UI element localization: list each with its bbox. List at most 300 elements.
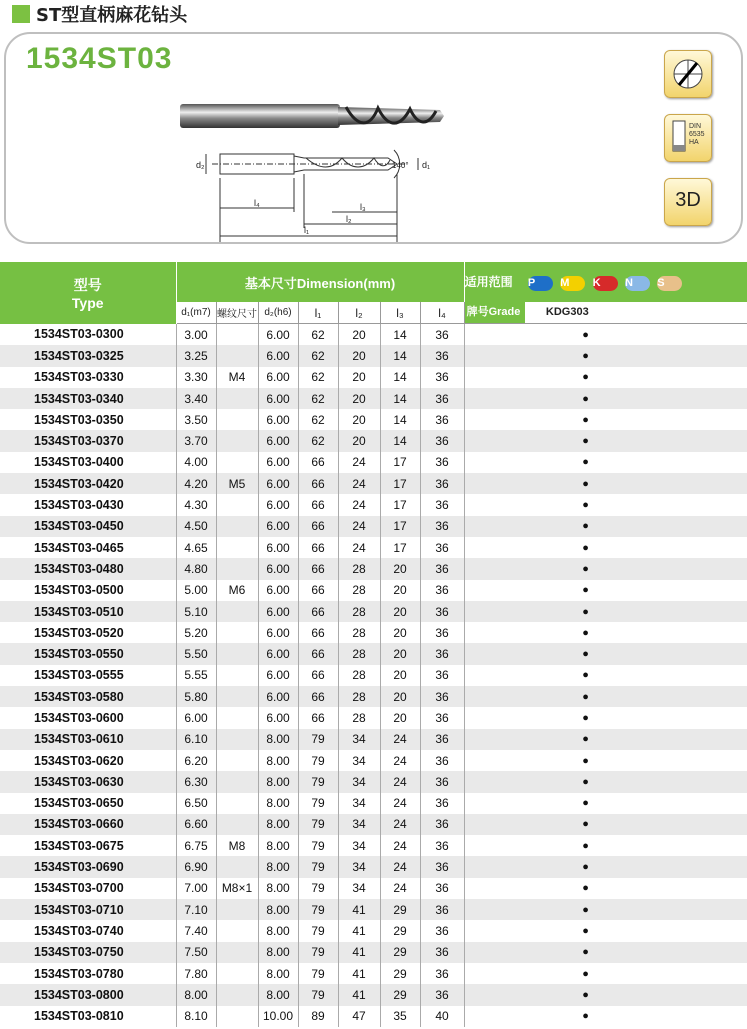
l1-cell: 79 xyxy=(298,984,338,1005)
type-cell: 1534ST03-0300 xyxy=(0,324,176,346)
type-cell: 1534ST03-0800 xyxy=(0,984,176,1005)
l1-cell: 62 xyxy=(298,409,338,430)
type-cell: 1534ST03-0600 xyxy=(0,707,176,728)
l1-label: l₁ xyxy=(304,225,310,235)
d2-cell: 6.00 xyxy=(258,707,298,728)
product-panel xyxy=(4,32,743,244)
table-row xyxy=(0,729,747,750)
l1-cell: 66 xyxy=(298,473,338,494)
d2-cell: 6.00 xyxy=(258,558,298,579)
thread-cell xyxy=(216,601,258,622)
l2-cell: 34 xyxy=(338,856,380,877)
thread-cell xyxy=(216,1006,258,1027)
l2-cell: 34 xyxy=(338,750,380,771)
thread-cell xyxy=(216,409,258,430)
l4-cell: 36 xyxy=(420,686,464,707)
l2-cell: 41 xyxy=(338,984,380,1005)
d2-cell: 8.00 xyxy=(258,963,298,984)
d1-cell: 6.00 xyxy=(176,707,216,728)
type-cell: 1534ST03-0480 xyxy=(0,558,176,579)
grade-mark-cell: ● xyxy=(464,856,747,877)
grade-mark-cell: ● xyxy=(464,686,747,707)
grade-mark-cell: ● xyxy=(464,537,747,558)
l3-cell: 14 xyxy=(380,345,420,366)
col-thread: 螺纹尺寸 xyxy=(216,302,258,324)
d2-cell: 6.00 xyxy=(258,345,298,366)
l1-cell: 66 xyxy=(298,601,338,622)
l1-cell: 66 xyxy=(298,558,338,579)
d2-cell: 6.00 xyxy=(258,430,298,451)
l2-cell: 20 xyxy=(338,388,380,409)
l3-cell: 20 xyxy=(380,643,420,664)
type-cell: 1534ST03-0780 xyxy=(0,963,176,984)
l3-cell: 17 xyxy=(380,473,420,494)
l1-cell: 66 xyxy=(298,516,338,537)
d2-cell: 6.00 xyxy=(258,537,298,558)
section-header xyxy=(12,2,187,26)
l1-cell: 79 xyxy=(298,729,338,750)
l2-cell: 20 xyxy=(338,324,380,346)
material-k-badge: K xyxy=(593,276,618,291)
l4-cell: 36 xyxy=(420,643,464,664)
type-cell: 1534ST03-0810 xyxy=(0,1006,176,1027)
type-cell: 1534ST03-0750 xyxy=(0,942,176,963)
d1-label: d₁ xyxy=(422,160,431,170)
material-m-badge: M xyxy=(560,276,585,291)
grade-mark-cell: ● xyxy=(464,643,747,664)
drill-tip-icon xyxy=(664,50,712,98)
l1-cell: 79 xyxy=(298,750,338,771)
l4-cell: 36 xyxy=(420,473,464,494)
d2-cell: 8.00 xyxy=(258,750,298,771)
l4-label: l₄ xyxy=(254,198,260,208)
l3-cell: 14 xyxy=(380,367,420,388)
d2-cell: 10.00 xyxy=(258,1006,298,1027)
d2-cell: 6.00 xyxy=(258,601,298,622)
type-cell: 1534ST03-0500 xyxy=(0,580,176,601)
l3-cell: 35 xyxy=(380,1006,420,1027)
grade-mark-cell: ● xyxy=(464,771,747,792)
thread-cell: M8 xyxy=(216,835,258,856)
type-cell: 1534ST03-0510 xyxy=(0,601,176,622)
l4-cell: 36 xyxy=(420,516,464,537)
grade-mark-cell: ● xyxy=(464,665,747,686)
l2-cell: 41 xyxy=(338,920,380,941)
l1-cell: 79 xyxy=(298,963,338,984)
angle-label: 140° xyxy=(392,161,409,170)
col-d2: d₂(h6) xyxy=(258,302,298,324)
d1-cell: 6.75 xyxy=(176,835,216,856)
l1-cell: 66 xyxy=(298,686,338,707)
l4-cell: 36 xyxy=(420,750,464,771)
l3-cell: 17 xyxy=(380,537,420,558)
d2-cell: 6.00 xyxy=(258,324,298,346)
d1-cell: 8.10 xyxy=(176,1006,216,1027)
l1-cell: 66 xyxy=(298,622,338,643)
l2-cell: 41 xyxy=(338,963,380,984)
table-row xyxy=(0,942,747,963)
table-row xyxy=(0,920,747,941)
l2-cell: 28 xyxy=(338,686,380,707)
l2-cell: 20 xyxy=(338,345,380,366)
d2-cell: 6.00 xyxy=(258,643,298,664)
grade-mark-cell: ● xyxy=(464,814,747,835)
l3-cell: 24 xyxy=(380,878,420,899)
grade-mark-cell: ● xyxy=(464,963,747,984)
d1-cell: 7.40 xyxy=(176,920,216,941)
spec-table-body xyxy=(0,324,747,1027)
d2-cell: 8.00 xyxy=(258,899,298,920)
col-l1: l₁ xyxy=(298,302,338,324)
d1-cell: 3.40 xyxy=(176,388,216,409)
l2-cell: 28 xyxy=(338,601,380,622)
thread-cell xyxy=(216,729,258,750)
l4-cell: 36 xyxy=(420,622,464,643)
thread-cell xyxy=(216,388,258,409)
table-row xyxy=(0,409,747,430)
l2-cell: 24 xyxy=(338,452,380,473)
grade-mark-cell: ● xyxy=(464,878,747,899)
l3-cell: 20 xyxy=(380,707,420,728)
thread-cell xyxy=(216,430,258,451)
d1-cell: 3.00 xyxy=(176,324,216,346)
type-cell: 1534ST03-0325 xyxy=(0,345,176,366)
l2-cell: 34 xyxy=(338,729,380,750)
grade-mark-cell: ● xyxy=(464,516,747,537)
thread-cell: M6 xyxy=(216,580,258,601)
l1-cell: 79 xyxy=(298,920,338,941)
thread-cell xyxy=(216,452,258,473)
table-row xyxy=(0,345,747,366)
grade-header xyxy=(464,302,747,324)
d1-cell: 6.50 xyxy=(176,793,216,814)
type-cell: 1534ST03-0690 xyxy=(0,856,176,877)
type-cell: 1534ST03-0630 xyxy=(0,771,176,792)
type-cell: 1534ST03-0370 xyxy=(0,430,176,451)
thread-cell xyxy=(216,558,258,579)
table-row xyxy=(0,665,747,686)
3d-icon xyxy=(664,178,712,226)
table-row xyxy=(0,856,747,877)
l3-cell: 24 xyxy=(380,750,420,771)
l4-cell: 36 xyxy=(420,601,464,622)
table-row xyxy=(0,814,747,835)
d2-cell: 6.00 xyxy=(258,665,298,686)
spec-table xyxy=(0,262,747,1027)
l1-cell: 66 xyxy=(298,665,338,686)
d1-cell: 7.10 xyxy=(176,899,216,920)
grade-mark-cell: ● xyxy=(464,580,747,601)
l4-cell: 36 xyxy=(420,963,464,984)
type-header-cn: 型号 xyxy=(73,276,102,293)
l4-cell: 40 xyxy=(420,1006,464,1027)
grade-mark-cell: ● xyxy=(464,367,747,388)
l3-cell: 24 xyxy=(380,793,420,814)
d1-cell: 5.20 xyxy=(176,622,216,643)
grade-mark-cell: ● xyxy=(464,899,747,920)
l4-cell: 36 xyxy=(420,367,464,388)
thread-cell xyxy=(216,345,258,366)
l2-cell: 24 xyxy=(338,516,380,537)
l3-cell: 14 xyxy=(380,388,420,409)
grade-mark-cell: ● xyxy=(464,622,747,643)
l1-cell: 62 xyxy=(298,345,338,366)
thread-cell xyxy=(216,494,258,515)
type-cell: 1534ST03-0550 xyxy=(0,643,176,664)
type-cell: 1534ST03-0400 xyxy=(0,452,176,473)
drill-photo xyxy=(178,98,446,134)
type-cell: 1534ST03-0610 xyxy=(0,729,176,750)
type-cell: 1534ST03-0340 xyxy=(0,388,176,409)
l2-cell: 34 xyxy=(338,793,380,814)
d1-cell: 7.50 xyxy=(176,942,216,963)
l2-cell: 24 xyxy=(338,494,380,515)
thread-cell xyxy=(216,643,258,664)
type-cell: 1534ST03-0675 xyxy=(0,835,176,856)
type-cell: 1534ST03-0420 xyxy=(0,473,176,494)
type-cell: 1534ST03-0740 xyxy=(0,920,176,941)
grade-mark-cell: ● xyxy=(464,430,747,451)
grade-mark-cell: ● xyxy=(464,558,747,579)
l4-cell: 36 xyxy=(420,537,464,558)
thread-cell xyxy=(216,856,258,877)
d1-cell: 5.10 xyxy=(176,601,216,622)
din-text-2: 6535 xyxy=(689,131,705,138)
d1-cell: 5.80 xyxy=(176,686,216,707)
d1-cell: 6.60 xyxy=(176,814,216,835)
thread-cell xyxy=(216,771,258,792)
d1-cell: 4.00 xyxy=(176,452,216,473)
l2-cell: 47 xyxy=(338,1006,380,1027)
d1-cell: 5.55 xyxy=(176,665,216,686)
d2-cell: 8.00 xyxy=(258,814,298,835)
l4-cell: 36 xyxy=(420,558,464,579)
grade-mark-cell: ● xyxy=(464,345,747,366)
thread-cell xyxy=(216,750,258,771)
l2-cell: 28 xyxy=(338,622,380,643)
l1-cell: 79 xyxy=(298,814,338,835)
material-s-badge: S xyxy=(657,276,682,291)
type-cell: 1534ST03-0660 xyxy=(0,814,176,835)
l1-cell: 79 xyxy=(298,771,338,792)
l3-cell: 14 xyxy=(380,324,420,346)
type-cell: 1534ST03-0465 xyxy=(0,537,176,558)
l2-cell: 20 xyxy=(338,409,380,430)
thread-cell xyxy=(216,665,258,686)
d1-cell: 4.65 xyxy=(176,537,216,558)
thread-cell xyxy=(216,622,258,643)
l2-cell: 41 xyxy=(338,899,380,920)
l1-cell: 79 xyxy=(298,835,338,856)
thread-cell xyxy=(216,942,258,963)
grade-mark-cell: ● xyxy=(464,601,747,622)
d1-cell: 6.20 xyxy=(176,750,216,771)
l2-cell: 28 xyxy=(338,558,380,579)
type-cell: 1534ST03-0620 xyxy=(0,750,176,771)
l2-cell: 28 xyxy=(338,707,380,728)
l2-cell: 34 xyxy=(338,835,380,856)
table-row xyxy=(0,580,747,601)
din-standard-icon xyxy=(664,114,712,162)
table-row xyxy=(0,516,747,537)
d2-cell: 6.00 xyxy=(258,494,298,515)
l1-cell: 66 xyxy=(298,494,338,515)
l1-cell: 62 xyxy=(298,430,338,451)
l4-cell: 36 xyxy=(420,345,464,366)
l2-cell: 34 xyxy=(338,771,380,792)
d2-cell: 6.00 xyxy=(258,409,298,430)
d2-cell: 8.00 xyxy=(258,942,298,963)
l4-cell: 36 xyxy=(420,707,464,728)
d2-cell: 8.00 xyxy=(258,984,298,1005)
l4-cell: 36 xyxy=(420,878,464,899)
l4-cell: 36 xyxy=(420,920,464,941)
d2-cell: 6.00 xyxy=(258,367,298,388)
table-row xyxy=(0,707,747,728)
l4-cell: 36 xyxy=(420,771,464,792)
l4-cell: 36 xyxy=(420,835,464,856)
col-d1: d₁(m7) xyxy=(176,302,216,324)
l3-cell: 24 xyxy=(380,771,420,792)
thread-cell xyxy=(216,686,258,707)
grade-mark-cell: ● xyxy=(464,750,747,771)
type-cell: 1534ST03-0450 xyxy=(0,516,176,537)
l2-label: l₂ xyxy=(346,214,352,224)
table-row xyxy=(0,494,747,515)
grade-mark-cell: ● xyxy=(464,324,747,346)
l3-cell: 20 xyxy=(380,665,420,686)
d2-cell: 6.00 xyxy=(258,580,298,601)
thread-cell xyxy=(216,324,258,346)
d1-cell: 3.25 xyxy=(176,345,216,366)
grade-label: 牌号Grade xyxy=(465,302,525,323)
type-cell: 1534ST03-0520 xyxy=(0,622,176,643)
table-row xyxy=(0,643,747,664)
d1-cell: 3.30 xyxy=(176,367,216,388)
table-row xyxy=(0,601,747,622)
l2-cell: 28 xyxy=(338,665,380,686)
l1-cell: 62 xyxy=(298,324,338,346)
table-row xyxy=(0,771,747,792)
d2-cell: 6.00 xyxy=(258,452,298,473)
l3-cell: 17 xyxy=(380,452,420,473)
l4-cell: 36 xyxy=(420,942,464,963)
grade-mark-cell: ● xyxy=(464,409,747,430)
l4-cell: 36 xyxy=(420,856,464,877)
type-cell: 1534ST03-0700 xyxy=(0,878,176,899)
l1-cell: 79 xyxy=(298,793,338,814)
grade-mark-cell: ● xyxy=(464,707,747,728)
table-row xyxy=(0,963,747,984)
section-title: ST型直柄麻花钻头 xyxy=(36,5,188,26)
l2-cell: 34 xyxy=(338,814,380,835)
d2-cell: 6.00 xyxy=(258,622,298,643)
l3-cell: 14 xyxy=(380,409,420,430)
grade-mark-cell: ● xyxy=(464,942,747,963)
grade-value: KDG303 xyxy=(545,306,589,318)
material-n-badge: N xyxy=(625,276,650,291)
l4-cell: 36 xyxy=(420,430,464,451)
l2-cell: 41 xyxy=(338,942,380,963)
l3-cell: 20 xyxy=(380,622,420,643)
l1-cell: 66 xyxy=(298,537,338,558)
d2-cell: 8.00 xyxy=(258,835,298,856)
l4-cell: 36 xyxy=(420,409,464,430)
table-row xyxy=(0,367,747,388)
d2-cell: 8.00 xyxy=(258,878,298,899)
thread-cell: M8×1 xyxy=(216,878,258,899)
l2-cell: 20 xyxy=(338,430,380,451)
din-text-3: HA xyxy=(689,139,699,146)
l3-cell: 29 xyxy=(380,899,420,920)
l3-cell: 20 xyxy=(380,601,420,622)
table-row xyxy=(0,388,747,409)
d2-cell: 6.00 xyxy=(258,686,298,707)
col-l3: l₃ xyxy=(380,302,420,324)
l4-cell: 36 xyxy=(420,452,464,473)
technical-drawing xyxy=(192,146,432,246)
grade-mark-cell: ● xyxy=(464,920,747,941)
l3-cell: 14 xyxy=(380,430,420,451)
l3-cell: 24 xyxy=(380,814,420,835)
application-header xyxy=(464,262,747,302)
l1-cell: 66 xyxy=(298,643,338,664)
l1-cell: 79 xyxy=(298,878,338,899)
l1-cell: 62 xyxy=(298,388,338,409)
d1-cell: 8.00 xyxy=(176,984,216,1005)
d2-cell: 6.00 xyxy=(258,473,298,494)
grade-mark-cell: ● xyxy=(464,388,747,409)
table-row xyxy=(0,899,747,920)
model-title: 1534ST03 xyxy=(26,42,173,75)
thread-cell xyxy=(216,707,258,728)
d1-cell: 7.00 xyxy=(176,878,216,899)
l4-cell: 36 xyxy=(420,899,464,920)
table-row xyxy=(0,558,747,579)
grade-mark-cell: ● xyxy=(464,793,747,814)
din-text-1: DIN xyxy=(689,123,702,130)
l3-cell: 29 xyxy=(380,984,420,1005)
col-l4: l₄ xyxy=(420,302,464,324)
thread-cell xyxy=(216,984,258,1005)
thread-cell: M4 xyxy=(216,367,258,388)
grade-mark-cell: ● xyxy=(464,1006,747,1027)
l2-cell: 28 xyxy=(338,580,380,601)
l2-cell: 20 xyxy=(338,367,380,388)
table-row xyxy=(0,878,747,899)
l3-cell: 17 xyxy=(380,516,420,537)
l1-cell: 66 xyxy=(298,580,338,601)
d2-cell: 6.00 xyxy=(258,388,298,409)
d1-cell: 4.20 xyxy=(176,473,216,494)
type-cell: 1534ST03-0350 xyxy=(0,409,176,430)
table-row xyxy=(0,835,747,856)
d1-cell: 5.50 xyxy=(176,643,216,664)
l3-cell: 20 xyxy=(380,558,420,579)
grade-mark-cell: ● xyxy=(464,494,747,515)
l4-cell: 36 xyxy=(420,665,464,686)
d1-cell: 6.90 xyxy=(176,856,216,877)
table-row xyxy=(0,984,747,1005)
l3-cell: 29 xyxy=(380,942,420,963)
l3-label: l₃ xyxy=(360,202,366,212)
d2-cell: 6.00 xyxy=(258,516,298,537)
l3-cell: 24 xyxy=(380,729,420,750)
l1-cell: 89 xyxy=(298,1006,338,1027)
type-cell: 1534ST03-0330 xyxy=(0,367,176,388)
l4-cell: 36 xyxy=(420,984,464,1005)
d2-cell: 8.00 xyxy=(258,856,298,877)
